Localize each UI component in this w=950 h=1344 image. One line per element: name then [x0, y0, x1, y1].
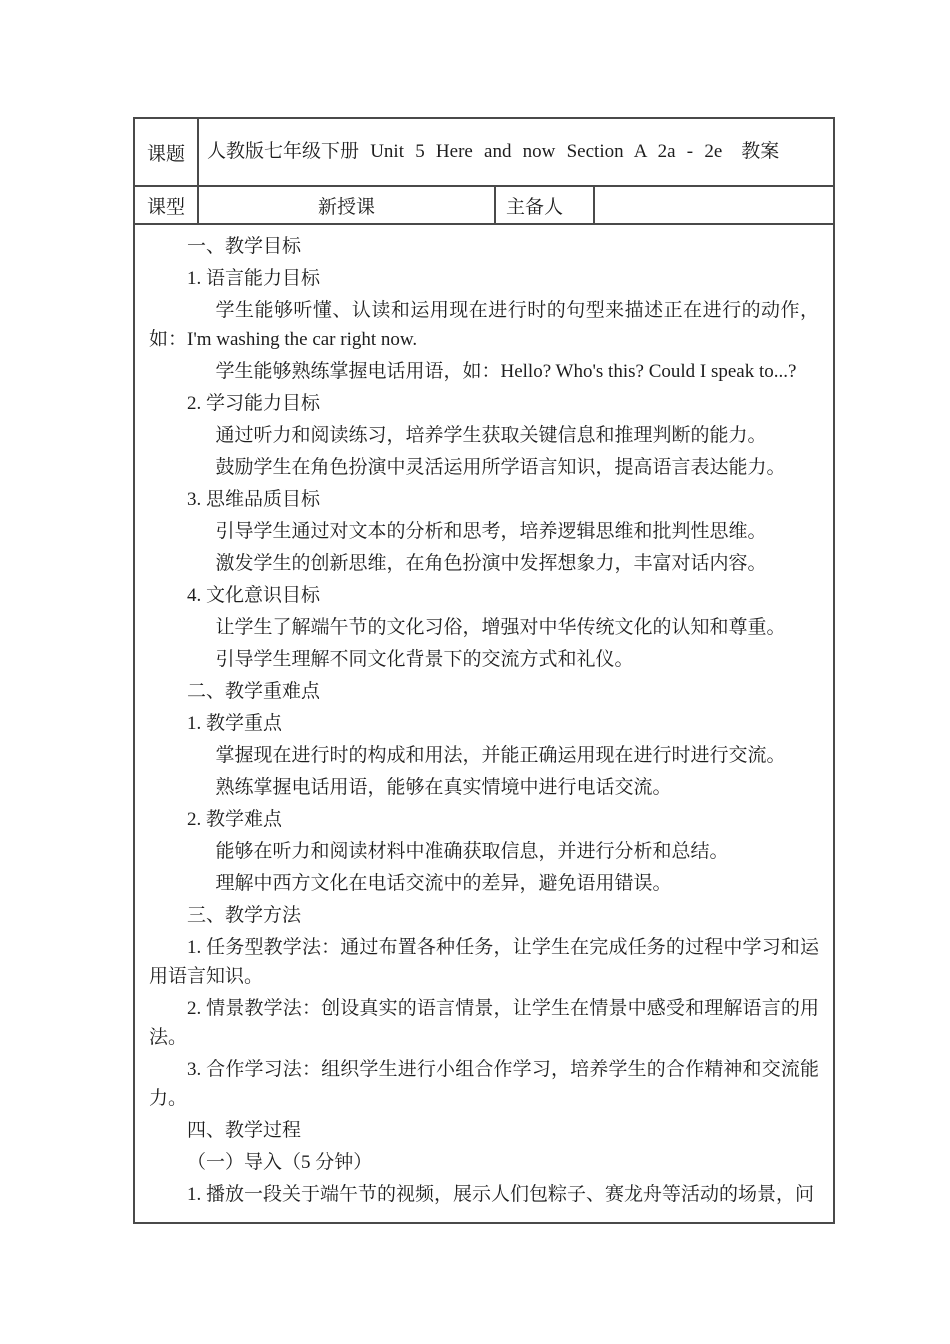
- body-paragraph: 掌握现在进行时的构成和用法，并能正确运用现在进行时进行交流。: [215, 745, 786, 766]
- body-paragraph: 熟练掌握电话用语，能够在真实情境中进行电话交流。: [215, 777, 672, 798]
- body-paragraph: 学生能够听懂、认读和运用现在进行时的句型来描述正在进行的动作，如：I'm washing the car right now.: [149, 300, 820, 350]
- body-paragraph: 2. 学习能力目标: [187, 393, 321, 414]
- body-paragraph: 2. 教学难点: [187, 809, 283, 830]
- preparer-value: [594, 186, 834, 224]
- body-paragraph: 三、教学方法: [187, 905, 302, 926]
- body-paragraph: 四、教学过程: [187, 1120, 302, 1141]
- body-paragraph: 4. 文化意识目标: [187, 585, 321, 606]
- body-paragraph: 理解中西方文化在电话交流中的差异，避免语用错误。: [215, 873, 672, 894]
- body-paragraph: （一）导入（5 分钟）: [187, 1152, 373, 1173]
- body-paragraph: 3. 思维品质目标: [187, 489, 321, 510]
- preparer-label: 主备人: [495, 186, 594, 224]
- body-paragraph: 学生能够熟练掌握电话用语，如：Hello? Who's this? Could I speak to...?: [215, 361, 797, 382]
- course-topic-label: 课题: [134, 118, 198, 186]
- lesson-type-label: 课型: [134, 186, 198, 224]
- body-paragraph: 引导学生通过对文本的分析和思考，培养逻辑思维和批判性思维。: [215, 521, 767, 542]
- body-paragraph: 一、教学目标: [187, 236, 302, 257]
- body-paragraph: 激发学生的创新思维，在角色扮演中发挥想象力，丰富对话内容。: [215, 553, 767, 574]
- lesson-plan-body: [134, 224, 834, 1223]
- body-paragraph: 2. 情景教学法：创设真实的语言情景，让学生在情景中感受和理解语言的用法。: [149, 998, 820, 1048]
- table-row-type: [134, 186, 834, 224]
- body-paragraph: 3. 合作学习法：组织学生进行小组合作学习，培养学生的合作精神和交流能力。: [149, 1059, 820, 1109]
- body-paragraph: 鼓励学生在角色扮演中灵活运用所学语言知识，提高语言表达能力。: [215, 457, 786, 478]
- paragraph-container: [149, 232, 819, 1209]
- body-paragraph: 能够在听力和阅读材料中准确获取信息，并进行分析和总结。: [215, 841, 729, 862]
- body-paragraph: 1. 语言能力目标: [187, 268, 321, 289]
- body-paragraph: 通过听力和阅读练习，培养学生获取关键信息和推理判断的能力。: [215, 425, 767, 446]
- body-paragraph: 让学生了解端午节的文化习俗，增强对中华传统文化的认知和尊重。: [215, 617, 786, 638]
- table-row-body: [134, 224, 834, 1223]
- lesson-plan-table: [133, 117, 835, 1224]
- body-paragraph: 1. 播放一段关于端午节的视频，展示人们包粽子、赛龙舟等活动的场景，问: [187, 1184, 815, 1205]
- course-topic-value: 人教版七年级下册 Unit 5 Here and now Section A 2a - 2e 教案: [198, 118, 834, 186]
- table-row-title: [134, 118, 834, 186]
- lesson-type-value: 新授课: [198, 186, 495, 224]
- body-paragraph: 二、教学重难点: [187, 681, 321, 702]
- body-paragraph: 1. 任务型教学法：通过布置各种任务，让学生在完成任务的过程中学习和运用语言知识。: [149, 937, 820, 987]
- body-paragraph: 1. 教学重点: [187, 713, 283, 734]
- body-paragraph: 引导学生理解不同文化背景下的交流方式和礼仪。: [215, 649, 634, 670]
